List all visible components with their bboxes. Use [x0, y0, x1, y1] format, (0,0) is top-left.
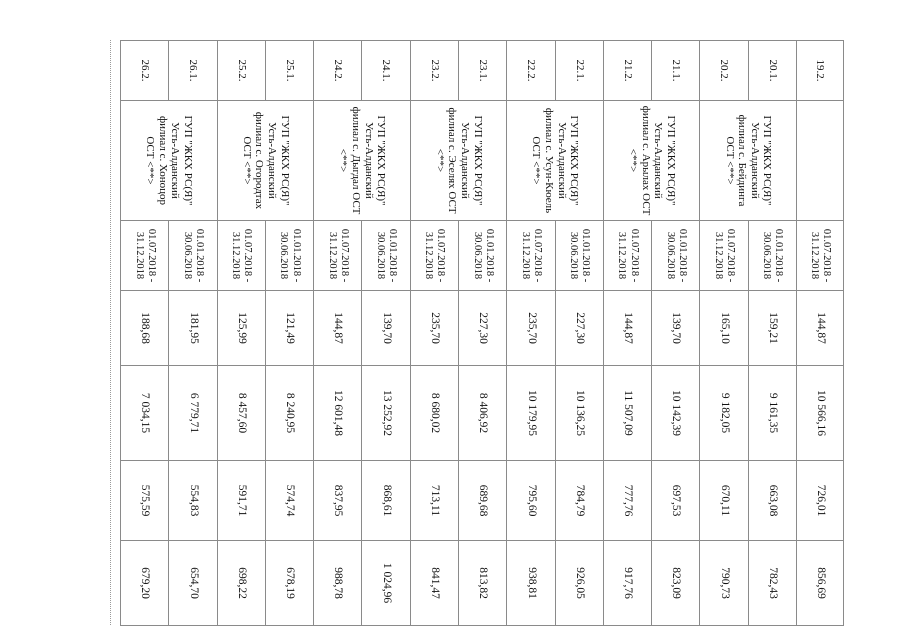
row-code-cell: 25.2. [217, 41, 265, 101]
value-cell-2: 9 161,35 [748, 366, 796, 461]
row-code-cell: 24.2. [314, 41, 362, 101]
row-code-cell: 22.1. [555, 41, 603, 101]
value-cell-4: 813,82 [458, 541, 506, 626]
value-cell-4: 926,05 [555, 541, 603, 626]
value-cell-3: 689,68 [458, 461, 506, 541]
table-row [265, 41, 313, 626]
org-name-cell: ГУП "ЖКХ РС(Я)" Усть-Алданский филиал с. Арылах ОСТ <**> [603, 101, 700, 221]
row-code-cell: 19.2. [796, 41, 843, 101]
org-name-cell: ГУП "ЖКХ РС(Я)" Усть-Алданский филиал с. Дыгдал ОСТ <**> [314, 101, 411, 221]
value-cell-4: 938,81 [507, 541, 555, 626]
value-cell-2: 8 406,92 [458, 366, 506, 461]
value-cell-3: 726,01 [796, 461, 843, 541]
value-cell-1: 188,68 [121, 291, 169, 366]
value-cell-2: 10 142,39 [652, 366, 700, 461]
value-cell-2: 6 779,71 [169, 366, 217, 461]
org-name-cell: ГУП "ЖКХ РС(Я)" Усть-Алданский филиал с. Бейдинга ОСТ <**> [700, 101, 797, 221]
row-code-cell: 25.1. [265, 41, 313, 101]
period-cell: 01.07.2018 - 31.12.2018 [507, 221, 555, 291]
row-code-cell: 21.1. [652, 41, 700, 101]
row-code-cell: 26.2. [121, 41, 169, 101]
period-cell: 01.07.2018 - 31.12.2018 [603, 221, 651, 291]
period-cell: 01.01.2018 - 30.06.2018 [555, 221, 603, 291]
value-cell-3: 697,53 [652, 461, 700, 541]
value-cell-3: 663,08 [748, 461, 796, 541]
period-cell: 01.07.2018 - 31.12.2018 [121, 221, 169, 291]
value-cell-3: 777,76 [603, 461, 651, 541]
value-cell-4: 654,70 [169, 541, 217, 626]
value-cell-1: 125,99 [217, 291, 265, 366]
value-cell-3: 554,83 [169, 461, 217, 541]
period-cell: 01.07.2018 - 31.12.2018 [314, 221, 362, 291]
value-cell-2: 12 601,48 [314, 366, 362, 461]
value-cell-3: 795,60 [507, 461, 555, 541]
org-name-cell: ГУП "ЖКХ РС(Я)" Усть-Алданский филиал с. Эселях ОСТ <**> [410, 101, 507, 221]
table-row [796, 41, 843, 626]
value-cell-2: 11 507,09 [603, 366, 651, 461]
value-cell-3: 784,79 [555, 461, 603, 541]
value-cell-1: 235,70 [507, 291, 555, 366]
value-cell-1: 235,70 [410, 291, 458, 366]
value-cell-1: 165,10 [700, 291, 748, 366]
value-cell-4: 988,78 [314, 541, 362, 626]
rotated-table-container [120, 40, 844, 625]
period-cell: 01.07.2018 - 31.12.2018 [217, 221, 265, 291]
table-row [555, 41, 603, 626]
table-row [652, 41, 700, 626]
value-cell-2: 10 566,16 [796, 366, 843, 461]
period-cell: 01.01.2018 - 30.06.2018 [748, 221, 796, 291]
period-cell: 01.01.2018 - 30.06.2018 [169, 221, 217, 291]
value-cell-4: 679,20 [121, 541, 169, 626]
period-cell: 01.01.2018 - 30.06.2018 [362, 221, 410, 291]
value-cell-1: 139,70 [362, 291, 410, 366]
value-cell-2: 8 680,02 [410, 366, 458, 461]
value-cell-4: 698,22 [217, 541, 265, 626]
table-row [458, 41, 506, 626]
value-cell-4: 917,76 [603, 541, 651, 626]
row-code-cell: 20.2. [700, 41, 748, 101]
period-cell: 01.01.2018 - 30.06.2018 [652, 221, 700, 291]
value-cell-1: 227,30 [458, 291, 506, 366]
page-margin-rule [110, 40, 112, 625]
value-cell-4: 678,19 [265, 541, 313, 626]
value-cell-1: 227,30 [555, 291, 603, 366]
value-cell-1: 144,87 [796, 291, 843, 366]
period-cell: 01.01.2018 - 30.06.2018 [458, 221, 506, 291]
value-cell-2: 9 182,05 [700, 366, 748, 461]
value-cell-2: 10 136,25 [555, 366, 603, 461]
period-cell: 01.07.2018 - 31.12.2018 [410, 221, 458, 291]
value-cell-4: 1 024,96 [362, 541, 410, 626]
value-cell-1: 121,49 [265, 291, 313, 366]
row-code-cell: 21.2. [603, 41, 651, 101]
value-cell-4: 782,43 [748, 541, 796, 626]
value-cell-3: 868,61 [362, 461, 410, 541]
row-code-cell: 22.2. [507, 41, 555, 101]
value-cell-3: 591,71 [217, 461, 265, 541]
value-cell-1: 144,87 [603, 291, 651, 366]
row-code-cell: 24.1. [362, 41, 410, 101]
row-code-cell: 20.1. [748, 41, 796, 101]
period-cell: 01.07.2018 - 31.12.2018 [796, 221, 843, 291]
value-cell-4: 856,69 [796, 541, 843, 626]
tariff-table [120, 40, 844, 626]
value-cell-4: 841,47 [410, 541, 458, 626]
value-cell-2: 8 240,95 [265, 366, 313, 461]
org-name-cell: ГУП "ЖКХ РС(Я)" Усть-Алданский филиал с. Огородтах ОСТ <**> [217, 101, 314, 221]
value-cell-4: 823,09 [652, 541, 700, 626]
value-cell-2: 10 179,95 [507, 366, 555, 461]
value-cell-4: 790,73 [700, 541, 748, 626]
table-row [362, 41, 410, 626]
value-cell-1: 181,95 [169, 291, 217, 366]
org-name-cell [796, 101, 843, 221]
tariff-table-wrapper [120, 40, 844, 625]
value-cell-3: 837,95 [314, 461, 362, 541]
table-row [169, 41, 217, 626]
table-row [748, 41, 796, 626]
row-code-cell: 26.1. [169, 41, 217, 101]
value-cell-1: 139,70 [652, 291, 700, 366]
row-code-cell: 23.1. [458, 41, 506, 101]
period-cell: 01.01.2018 - 30.06.2018 [265, 221, 313, 291]
row-code-cell: 23.2. [410, 41, 458, 101]
org-name-cell: ГУП "ЖКХ РС(Я)" Усть-Алданский филиал с. Хоноцор ОСТ <**> [121, 101, 218, 221]
tariff-table-body [121, 41, 844, 626]
org-name-cell: ГУП "ЖКХ РС(Я)" Усть-Алданский филиал с. Усун-Кюель ОСТ <**> [507, 101, 604, 221]
period-cell: 01.07.2018 - 31.12.2018 [700, 221, 748, 291]
value-cell-3: 713,11 [410, 461, 458, 541]
value-cell-2: 8 457,60 [217, 366, 265, 461]
value-cell-3: 670,11 [700, 461, 748, 541]
value-cell-1: 144,87 [314, 291, 362, 366]
value-cell-3: 575,59 [121, 461, 169, 541]
value-cell-2: 7 034,15 [121, 366, 169, 461]
value-cell-3: 574,74 [265, 461, 313, 541]
value-cell-2: 13 252,92 [362, 366, 410, 461]
value-cell-1: 159,21 [748, 291, 796, 366]
